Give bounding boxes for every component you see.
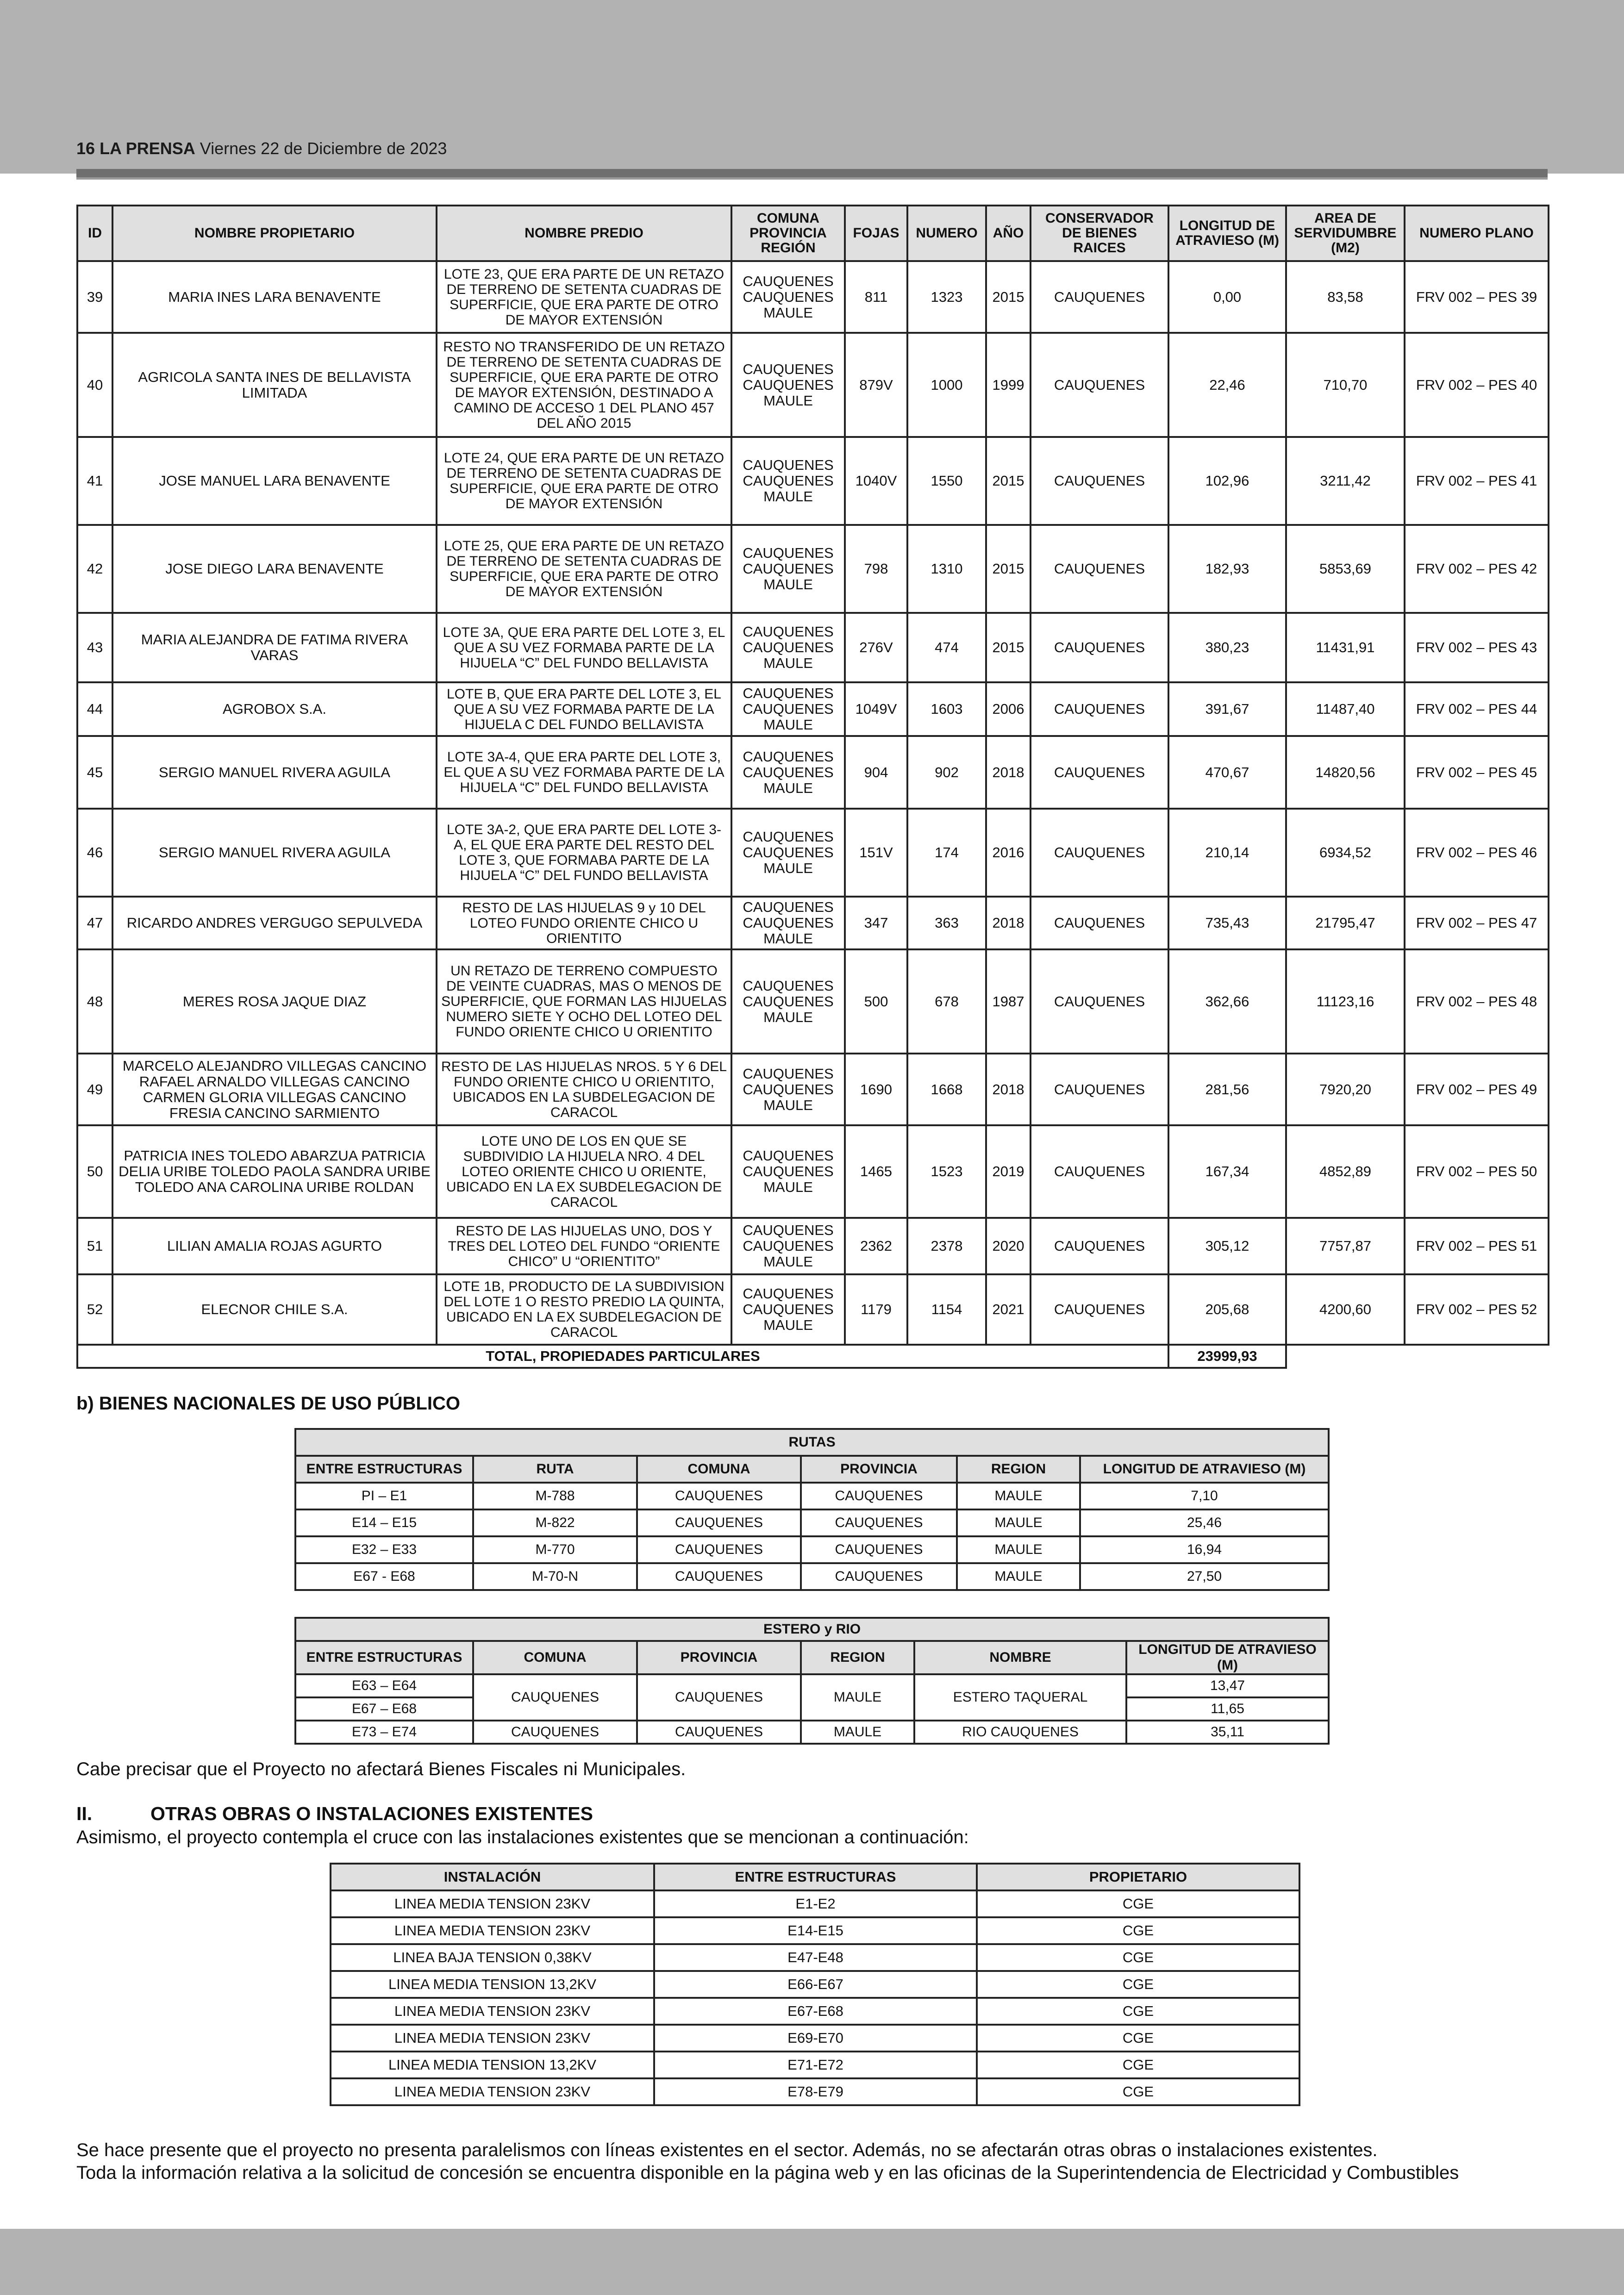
cell: E67 - E68: [295, 1563, 473, 1590]
column-header: NUMERO PLANO: [1405, 206, 1549, 261]
cell-numero: 1323: [907, 261, 986, 333]
cell-conservador: CAUQUENES: [1031, 1054, 1168, 1125]
footer-line-2: Toda la información relativa a la solicitud de concesión se encuentra disponible en la página web y en las oficinas de la Superintendencia de Electricidad y Combustibles: [76, 2163, 1459, 2183]
cell-anio: 2018: [986, 1054, 1031, 1125]
cell-id: 50: [77, 1125, 112, 1218]
cell-comuna: CAUQUENES CAUQUENES MAULE: [731, 261, 845, 333]
header-rule: [76, 169, 1548, 178]
cell: M-822: [473, 1509, 637, 1536]
column-header: PROVINCIA: [801, 1456, 957, 1483]
cell-longitud: 205,68: [1168, 1274, 1286, 1345]
cell-comuna: CAUQUENES CAUQUENES MAULE: [731, 333, 845, 437]
cell-id: 52: [77, 1274, 112, 1345]
cell: E47-E48: [654, 1944, 977, 1971]
cell: MAULE: [957, 1483, 1080, 1509]
cell-comuna: CAUQUENES CAUQUENES MAULE: [731, 682, 845, 736]
cell-owner: ELECNOR CHILE S.A.: [112, 1274, 437, 1345]
cell-longitud: 0,00: [1168, 261, 1286, 333]
footer-line-1: Se hace presente que el proyecto no presenta paralelismos con líneas existentes en el sector. Además, no se afectarán otras obras o instalaciones existentes.: [76, 2140, 1378, 2160]
bottom-gray-band: [0, 2229, 1624, 2295]
column-header: COMUNA: [637, 1456, 801, 1483]
section-ii-heading: [76, 1803, 593, 1825]
cell-comuna: CAUQUENES CAUQUENES MAULE: [731, 949, 845, 1054]
cell-predio: RESTO DE LAS HIJUELAS 9 y 10 DEL LOTEO FUNDO ORIENTE CHICO U ORIENTITO: [437, 897, 731, 949]
cell-longitud: 305,12: [1168, 1218, 1286, 1274]
cell-anio: 2019: [986, 1125, 1031, 1218]
cell-plano: FRV 002 – PES 48: [1405, 949, 1549, 1054]
rutas-title: RUTAS: [295, 1429, 1329, 1456]
cell-anio: 2016: [986, 809, 1031, 897]
cell-numero: 1550: [907, 437, 986, 525]
cell: CGE: [977, 2025, 1299, 2052]
cell: M-770: [473, 1536, 637, 1563]
table-header-row: [77, 206, 1549, 261]
cell-area: 5853,69: [1286, 525, 1405, 613]
cell-fojas: 879V: [845, 333, 907, 437]
cell-comuna: CAUQUENES CAUQUENES MAULE: [731, 437, 845, 525]
cell: CAUQUENES: [637, 1563, 801, 1590]
table-row: [331, 1917, 1299, 1944]
cell-numero: 902: [907, 736, 986, 809]
cell: E63 – E64: [295, 1674, 473, 1697]
cell-conservador: CAUQUENES: [1031, 1125, 1168, 1218]
cell-numero: 1310: [907, 525, 986, 613]
cell-area: 83,58: [1286, 261, 1405, 333]
cell-comuna: CAUQUENES CAUQUENES MAULE: [731, 809, 845, 897]
empty-cell: [1286, 1345, 1549, 1368]
rutas-table: [294, 1428, 1330, 1591]
cell-conservador: CAUQUENES: [1031, 736, 1168, 809]
cell-longitud: 362,66: [1168, 949, 1286, 1054]
cell-plano: FRV 002 – PES 39: [1405, 261, 1549, 333]
cell-owner: MARIA INES LARA BENAVENTE: [112, 261, 437, 333]
cell: CGE: [977, 1944, 1299, 1971]
header-rule-thin: [76, 177, 1548, 180]
cell-owner: MARCELO ALEJANDRO VILLEGAS CANCINO RAFAEL ARNALDO VILLEGAS CANCINO CARMEN GLORIA VILLEGAS CANCINO FRESIA CANCINO SARMIENTO: [112, 1054, 437, 1125]
total-row: [77, 1345, 1549, 1368]
cell: LINEA MEDIA TENSION 13,2KV: [331, 1971, 654, 1998]
cell: 16,94: [1080, 1536, 1329, 1563]
column-header: ID: [77, 206, 112, 261]
cell-area: 4852,89: [1286, 1125, 1405, 1218]
cell-fojas: 798: [845, 525, 907, 613]
cell-conservador: CAUQUENES: [1031, 949, 1168, 1054]
table-row: [295, 1509, 1329, 1536]
cell: 11,65: [1126, 1697, 1329, 1721]
cell-plano: FRV 002 – PES 45: [1405, 736, 1549, 809]
cell: LINEA MEDIA TENSION 23KV: [331, 2078, 654, 2105]
column-header: CONSERVADOR DE BIENES RAICES: [1031, 206, 1168, 261]
cell-id: 40: [77, 333, 112, 437]
page-header: [76, 139, 447, 158]
table-row: [77, 525, 1549, 613]
table-row: [331, 1944, 1299, 1971]
cell: M-70-N: [473, 1563, 637, 1590]
cell-conservador: CAUQUENES: [1031, 1274, 1168, 1345]
cell-id: 44: [77, 682, 112, 736]
table-row: [295, 1536, 1329, 1563]
cell: MAULE: [801, 1721, 914, 1744]
cell: E67-E68: [654, 1998, 977, 2025]
table-row: [295, 1721, 1329, 1744]
cell-owner: JOSE DIEGO LARA BENAVENTE: [112, 525, 437, 613]
cell-id: 46: [77, 809, 112, 897]
cell: E32 – E33: [295, 1536, 473, 1563]
cell-id: 48: [77, 949, 112, 1054]
table-row: [77, 1274, 1549, 1345]
cell-predio: LOTE 3A, QUE ERA PARTE DEL LOTE 3, EL QUE A SU VEZ FORMABA PARTE DE LA HIJUELA “C” DEL FUNDO BELLAVISTA: [437, 613, 731, 682]
cell-fojas: 1690: [845, 1054, 907, 1125]
cell: CAUQUENES: [801, 1483, 957, 1509]
column-header: RUTA: [473, 1456, 637, 1483]
table-row: [77, 682, 1549, 736]
cell-fojas: 276V: [845, 613, 907, 682]
cell-comuna: CAUQUENES CAUQUENES MAULE: [731, 1125, 845, 1218]
cell-predio: UN RETAZO DE TERRENO COMPUESTO DE VEINTE CUADRAS, MAS O MENOS DE SUPERFICIE, QUE FORMAN LAS HIJUELAS NUMERO SIETE Y OCHO DEL LOTEO DEL FUNDO ORIENTE CHICO U ORIENTITO: [437, 949, 731, 1054]
publication-name: LA PRENSA: [100, 139, 195, 158]
cell: CAUQUENES: [637, 1509, 801, 1536]
cell-conservador: CAUQUENES: [1031, 437, 1168, 525]
cell-plano: FRV 002 – PES 40: [1405, 333, 1549, 437]
cell-predio: LOTE UNO DE LOS EN QUE SE SUBDIVIDIO LA HIJUELA NRO. 4 DEL LOTEO ORIENTE CHICO U ORIENTE, UBICADO EN LA EX SUBDELEGACION DE CARACOL: [437, 1125, 731, 1218]
cell-predio: RESTO NO TRANSFERIDO DE UN RETAZO DE TERRENO DE SETENTA CUADRAS DE SUPERFICIE, QUE ERA PARTE DE OTRO DE MAYOR EXTENSIÓN, DESTINADO A CAMINO DE ACCESO 1 DEL PLANO 457 DEL AÑO 2015: [437, 333, 731, 437]
table-row: [77, 1054, 1549, 1125]
cell-id: 49: [77, 1054, 112, 1125]
cell-numero: 1603: [907, 682, 986, 736]
column-header: COMUNA: [473, 1641, 637, 1674]
column-header: NOMBRE: [914, 1641, 1126, 1674]
cell-owner: SERGIO MANUEL RIVERA AGUILA: [112, 736, 437, 809]
cell-anio: 2015: [986, 261, 1031, 333]
cell-owner: LILIAN AMALIA ROJAS AGURTO: [112, 1218, 437, 1274]
table-row: [295, 1483, 1329, 1509]
estero-title: ESTERO y RIO: [295, 1618, 1329, 1641]
cell: E1-E2: [654, 1890, 977, 1917]
column-header: COMUNA PROVINCIA REGIÓN: [731, 206, 845, 261]
cell-area: 14820,56: [1286, 736, 1405, 809]
cell-conservador: CAUQUENES: [1031, 1218, 1168, 1274]
cell: CAUQUENES: [473, 1674, 637, 1721]
cell: E73 – E74: [295, 1721, 473, 1744]
column-header: LONGITUD DE ATRAVIESO (M): [1080, 1456, 1329, 1483]
publication-date: Viernes 22 de Diciembre de 2023: [200, 139, 447, 158]
cell-predio: RESTO DE LAS HIJUELAS NROS. 5 Y 6 DEL FUNDO ORIENTE CHICO U ORIENTITO, UBICADOS EN LA SUBDELEGACION DE CARACOL: [437, 1054, 731, 1125]
cell: CAUQUENES: [801, 1563, 957, 1590]
table-row: [331, 1998, 1299, 2025]
cell-comuna: CAUQUENES CAUQUENES MAULE: [731, 1274, 845, 1345]
cell-longitud: 22,46: [1168, 333, 1286, 437]
table-row: [331, 2025, 1299, 2052]
column-header: REGION: [801, 1641, 914, 1674]
column-header: NOMBRE PROPIETARIO: [112, 206, 437, 261]
cell-anio: 2021: [986, 1274, 1031, 1345]
cell: CAUQUENES: [801, 1536, 957, 1563]
section-ii-number: II.: [76, 1803, 93, 1824]
cell-owner: AGROBOX S.A.: [112, 682, 437, 736]
column-header: ENTRE ESTRUCTURAS: [295, 1456, 473, 1483]
cell: E66-E67: [654, 1971, 977, 1998]
cell-predio: RESTO DE LAS HIJUELAS UNO, DOS Y TRES DEL LOTEO DEL FUNDO “ORIENTE CHICO” U “ORIENTITO”: [437, 1218, 731, 1274]
table-row: [77, 613, 1549, 682]
cell-longitud: 167,34: [1168, 1125, 1286, 1218]
cell-area: 7757,87: [1286, 1218, 1405, 1274]
cell-owner: RICARDO ANDRES VERGUGO SEPULVEDA: [112, 897, 437, 949]
cell-area: 710,70: [1286, 333, 1405, 437]
cell: E14-E15: [654, 1917, 977, 1944]
table-row: [77, 809, 1549, 897]
cell-id: 51: [77, 1218, 112, 1274]
column-header: AÑO: [986, 206, 1031, 261]
column-header: ENTRE ESTRUCTURAS: [654, 1864, 977, 1890]
cell-plano: FRV 002 – PES 47: [1405, 897, 1549, 949]
table-row: [77, 897, 1549, 949]
cell-predio: LOTE 24, QUE ERA PARTE DE UN RETAZO DE TERRENO DE SETENTA CUADRAS DE SUPERFICIE, QUE ERA PARTE DE OTRO DE MAYOR EXTENSIÓN: [437, 437, 731, 525]
cell-longitud: 380,23: [1168, 613, 1286, 682]
cell-longitud: 735,43: [1168, 897, 1286, 949]
cell: M-788: [473, 1483, 637, 1509]
cell-numero: 174: [907, 809, 986, 897]
property-table: [76, 205, 1549, 1369]
cell-fojas: 1179: [845, 1274, 907, 1345]
cell-fojas: 904: [845, 736, 907, 809]
table-row: [77, 437, 1549, 525]
cell-area: 6934,52: [1286, 809, 1405, 897]
cell: CGE: [977, 2078, 1299, 2105]
cell: E71-E72: [654, 2052, 977, 2078]
cell-comuna: CAUQUENES CAUQUENES MAULE: [731, 613, 845, 682]
cell-plano: FRV 002 – PES 51: [1405, 1218, 1549, 1274]
cell-longitud: 281,56: [1168, 1054, 1286, 1125]
cell-conservador: CAUQUENES: [1031, 613, 1168, 682]
cell: MAULE: [957, 1563, 1080, 1590]
cell-longitud: 182,93: [1168, 525, 1286, 613]
cell-plano: FRV 002 – PES 49: [1405, 1054, 1549, 1125]
cell: LINEA MEDIA TENSION 23KV: [331, 1890, 654, 1917]
cell-numero: 474: [907, 613, 986, 682]
cell: E67 – E68: [295, 1697, 473, 1721]
cell-id: 45: [77, 736, 112, 809]
cell-numero: 678: [907, 949, 986, 1054]
column-header: AREA DE SERVIDUMBRE (M2): [1286, 206, 1405, 261]
cell-fojas: 500: [845, 949, 907, 1054]
cell: 13,47: [1126, 1674, 1329, 1697]
cell-area: 21795,47: [1286, 897, 1405, 949]
total-value: 23999,93: [1168, 1345, 1286, 1368]
column-header: FOJAS: [845, 206, 907, 261]
cell-plano: FRV 002 – PES 50: [1405, 1125, 1549, 1218]
note-fiscales: Cabe precisar que el Proyecto no afectará Bienes Fiscales ni Municipales.: [76, 1759, 686, 1779]
cell-owner: MERES ROSA JAQUE DIAZ: [112, 949, 437, 1054]
cell-conservador: CAUQUENES: [1031, 525, 1168, 613]
cell: MAULE: [957, 1536, 1080, 1563]
column-header: PROPIETARIO: [977, 1864, 1299, 1890]
cell-area: 11123,16: [1286, 949, 1405, 1054]
cell-area: 3211,42: [1286, 437, 1405, 525]
cell-predio: LOTE 25, QUE ERA PARTE DE UN RETAZO DE TERRENO DE SETENTA CUADRAS DE SUPERFICIE, QUE ERA PARTE DE OTRO DE MAYOR EXTENSIÓN: [437, 525, 731, 613]
table-row: [295, 1674, 1329, 1697]
column-header: LONGITUD DE ATRAVIESO (M): [1126, 1641, 1329, 1674]
table-row: [331, 2078, 1299, 2105]
page-number: 16: [76, 139, 95, 158]
cell: CGE: [977, 1917, 1299, 1944]
cell-area: 7920,20: [1286, 1054, 1405, 1125]
cell: PI – E1: [295, 1483, 473, 1509]
section-b-title: b) BIENES NACIONALES DE USO PÚBLICO: [76, 1393, 460, 1414]
column-header: NOMBRE PREDIO: [437, 206, 731, 261]
cell-numero: 2378: [907, 1218, 986, 1274]
table-row: [77, 1218, 1549, 1274]
cell-predio: LOTE B, QUE ERA PARTE DEL LOTE 3, EL QUE A SU VEZ FORMABA PARTE DE LA HIJUELA C DEL FUNDO BELLAVISTA: [437, 682, 731, 736]
section-ii-title: OTRAS OBRAS O INSTALACIONES EXISTENTES: [150, 1803, 593, 1824]
cell-numero: 1523: [907, 1125, 986, 1218]
cell-owner: MARIA ALEJANDRA DE FATIMA RIVERA VARAS: [112, 613, 437, 682]
cell-fojas: 2362: [845, 1218, 907, 1274]
cell-fojas: 1465: [845, 1125, 907, 1218]
cell-longitud: 210,14: [1168, 809, 1286, 897]
table-row: [295, 1563, 1329, 1590]
cell-numero: 363: [907, 897, 986, 949]
cell-predio: LOTE 3A-2, QUE ERA PARTE DEL LOTE 3-A, EL QUE ERA PARTE DEL RESTO DEL LOTE 3, QUE FORMABA PARTE DE LA HIJUELA “C” DEL FUNDO BELLAVISTA: [437, 809, 731, 897]
cell: CAUQUENES: [801, 1509, 957, 1536]
cell-id: 41: [77, 437, 112, 525]
cell-plano: FRV 002 – PES 42: [1405, 525, 1549, 613]
cell-anio: 1987: [986, 949, 1031, 1054]
table-row: [77, 736, 1549, 809]
cell-fojas: 1040V: [845, 437, 907, 525]
cell-owner: SERGIO MANUEL RIVERA AGUILA: [112, 809, 437, 897]
total-label: TOTAL, PROPIEDADES PARTICULARES: [77, 1345, 1168, 1368]
cell: LINEA MEDIA TENSION 23KV: [331, 1917, 654, 1944]
cell-anio: 2015: [986, 437, 1031, 525]
cell: 27,50: [1080, 1563, 1329, 1590]
cell-numero: 1000: [907, 333, 986, 437]
table-row: [77, 1125, 1549, 1218]
cell-longitud: 102,96: [1168, 437, 1286, 525]
cell-plano: FRV 002 – PES 44: [1405, 682, 1549, 736]
cell-conservador: CAUQUENES: [1031, 897, 1168, 949]
cell-anio: 2018: [986, 736, 1031, 809]
cell: CGE: [977, 2052, 1299, 2078]
table-row: [331, 1971, 1299, 1998]
cell-area: 11487,40: [1286, 682, 1405, 736]
cell-predio: LOTE 3A-4, QUE ERA PARTE DEL LOTE 3, EL QUE A SU VEZ FORMABA PARTE DE LA HIJUELA “C” DEL FUNDO BELLAVISTA: [437, 736, 731, 809]
cell-comuna: CAUQUENES CAUQUENES MAULE: [731, 1054, 845, 1125]
cell: LINEA MEDIA TENSION 23KV: [331, 2025, 654, 2052]
cell-comuna: CAUQUENES CAUQUENES MAULE: [731, 897, 845, 949]
cell-id: 42: [77, 525, 112, 613]
cell: 25,46: [1080, 1509, 1329, 1536]
cell-predio: LOTE 1B, PRODUCTO DE LA SUBDIVISION DEL LOTE 1 O RESTO PREDIO LA QUINTA, UBICADO EN LA EX SUBDELEGACION DE CARACOL: [437, 1274, 731, 1345]
cell-plano: FRV 002 – PES 43: [1405, 613, 1549, 682]
cell: LINEA BAJA TENSION 0,38KV: [331, 1944, 654, 1971]
cell-plano: FRV 002 – PES 52: [1405, 1274, 1549, 1345]
cell-fojas: 151V: [845, 809, 907, 897]
cell-comuna: CAUQUENES CAUQUENES MAULE: [731, 525, 845, 613]
cell: CAUQUENES: [637, 1536, 801, 1563]
cell-conservador: CAUQUENES: [1031, 333, 1168, 437]
cell-anio: 2015: [986, 613, 1031, 682]
cell-area: 4200,60: [1286, 1274, 1405, 1345]
cell: E14 – E15: [295, 1509, 473, 1536]
table-row: [331, 1890, 1299, 1917]
cell-owner: JOSE MANUEL LARA BENAVENTE: [112, 437, 437, 525]
table-row: [77, 261, 1549, 333]
cell-longitud: 391,67: [1168, 682, 1286, 736]
cell: LINEA MEDIA TENSION 13,2KV: [331, 2052, 654, 2078]
cell: ESTERO TAQUERAL: [914, 1674, 1126, 1721]
cell-comuna: CAUQUENES CAUQUENES MAULE: [731, 736, 845, 809]
estero-rio-table: [294, 1617, 1330, 1745]
cell-owner: PATRICIA INES TOLEDO ABARZUA PATRICIA DELIA URIBE TOLEDO PAOLA SANDRA URIBE TOLEDO ANA CAROLINA URIBE ROLDAN: [112, 1125, 437, 1218]
cell: LINEA MEDIA TENSION 23KV: [331, 1998, 654, 2025]
cell: CAUQUENES: [637, 1721, 801, 1744]
table-row: [77, 333, 1549, 437]
cell-conservador: CAUQUENES: [1031, 261, 1168, 333]
cell-anio: 2020: [986, 1218, 1031, 1274]
cell-conservador: CAUQUENES: [1031, 809, 1168, 897]
column-header: LONGITUD DE ATRAVIESO (M): [1168, 206, 1286, 261]
cell-anio: 2018: [986, 897, 1031, 949]
cell: 35,11: [1126, 1721, 1329, 1744]
cell-numero: 1154: [907, 1274, 986, 1345]
column-header: INSTALACIÓN: [331, 1864, 654, 1890]
cell: CGE: [977, 1998, 1299, 2025]
cell: RIO CAUQUENES: [914, 1721, 1126, 1744]
cell: CAUQUENES: [637, 1674, 801, 1721]
cell: E69-E70: [654, 2025, 977, 2052]
cell-numero: 1668: [907, 1054, 986, 1125]
cell-fojas: 1049V: [845, 682, 907, 736]
cell-owner: AGRICOLA SANTA INES DE BELLAVISTA LIMITADA: [112, 333, 437, 437]
cell-fojas: 811: [845, 261, 907, 333]
cell: 7,10: [1080, 1483, 1329, 1509]
cell-id: 39: [77, 261, 112, 333]
section-ii-intro: Asimismo, el proyecto contempla el cruce con las instalaciones existentes que se mencionan a continuación:: [76, 1827, 969, 1847]
cell-anio: 2015: [986, 525, 1031, 613]
column-header: ENTRE ESTRUCTURAS: [295, 1641, 473, 1674]
cell: E78-E79: [654, 2078, 977, 2105]
cell: MAULE: [801, 1674, 914, 1721]
table-row: [331, 2052, 1299, 2078]
column-header: PROVINCIA: [637, 1641, 801, 1674]
cell: CGE: [977, 1890, 1299, 1917]
column-header: REGION: [957, 1456, 1080, 1483]
cell-area: 11431,91: [1286, 613, 1405, 682]
instalaciones-table: [330, 1863, 1300, 2106]
cell-id: 43: [77, 613, 112, 682]
column-header: NUMERO: [907, 206, 986, 261]
cell: CAUQUENES: [637, 1483, 801, 1509]
cell-plano: FRV 002 – PES 41: [1405, 437, 1549, 525]
cell-predio: LOTE 23, QUE ERA PARTE DE UN RETAZO DE TERRENO DE SETENTA CUADRAS DE SUPERFICIE, QUE ERA PARTE DE OTRO DE MAYOR EXTENSIÓN: [437, 261, 731, 333]
table-row: [77, 949, 1549, 1054]
cell-fojas: 347: [845, 897, 907, 949]
cell: CAUQUENES: [473, 1721, 637, 1744]
cell-id: 47: [77, 897, 112, 949]
cell-anio: 1999: [986, 333, 1031, 437]
cell-longitud: 470,67: [1168, 736, 1286, 809]
cell-anio: 2006: [986, 682, 1031, 736]
cell: MAULE: [957, 1509, 1080, 1536]
cell: CGE: [977, 1971, 1299, 1998]
cell-plano: FRV 002 – PES 46: [1405, 809, 1549, 897]
cell-comuna: CAUQUENES CAUQUENES MAULE: [731, 1218, 845, 1274]
cell-conservador: CAUQUENES: [1031, 682, 1168, 736]
